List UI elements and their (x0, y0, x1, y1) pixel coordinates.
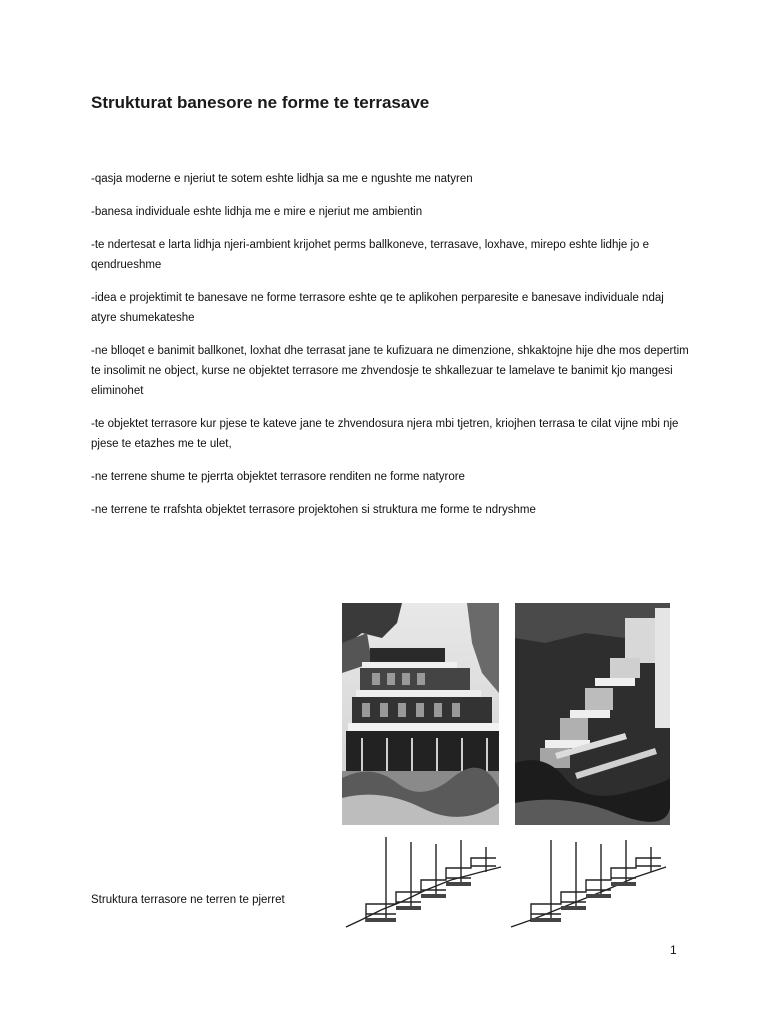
paragraph: -ne blloqet e banimit ballkonet, loxhat dhe terrasat jane te kufizuara ne dimenzione, shkaktojne hije dhe mos depertim te insolimit ne object, kurse ne objektet terrasore me zhvendosje te shkallezuar te lamelave te banimit kjo mangesi eliminohet (91, 345, 689, 397)
document-title: Strukturat banesore ne forme te terrasave (91, 93, 430, 112)
paragraph: -te ndertesat e larta lidhja njeri-ambient krijohet perms ballkoneve, terrasave, loxhave, mirepo eshte lidhje jo e qendrueshme (91, 239, 650, 271)
paragraph-list (91, 169, 691, 533)
paragraph: -idea e projektimit te banesave ne forme terrasore eshte qe te aplikohen perparesite e banesave individuale ndaj atyre shumekateshe (91, 292, 664, 324)
paragraph: -te objektet terrasore kur pjese te kateve jane te zhvendosura njera mbi tjetren, kriojhen terrasa te cilat vijne mbi nje pjese te etazhes me te ulet, (91, 418, 679, 450)
page-number: 1 (670, 943, 677, 957)
paragraph: -banesa individuale eshte lidhja me e mire e njeriut me ambientin (91, 206, 423, 218)
paragraph: -ne terrene te rrafshta objektet terrasore projektohen si struktura me forme te ndryshme (91, 504, 536, 516)
paragraph: -qasja moderne e njeriut te sotem eshte lidhja sa me e ngushte me natyren (91, 173, 473, 185)
paragraph: -ne terrene shume te pjerrta objektet terrasore renditen ne forme natyrore (91, 471, 465, 483)
figure-caption: Struktura terrasore ne terren te pjerret (91, 894, 285, 906)
terrace-hillside-photo-right (515, 603, 670, 825)
terrace-building-photo-left (342, 603, 499, 825)
terrace-section-drawings (341, 832, 671, 932)
